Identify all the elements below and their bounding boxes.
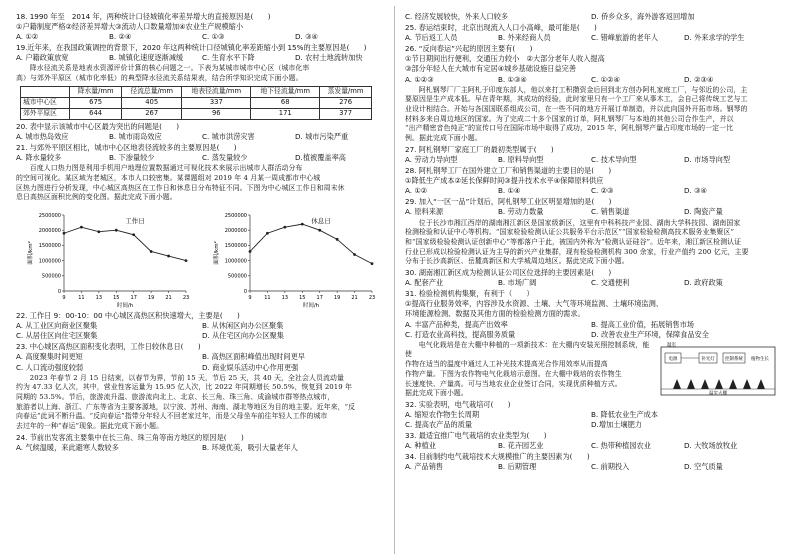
y-axis-label: 面积/km²	[28, 241, 34, 265]
option-d: D. 从住宅区向办公区聚集	[202, 331, 284, 341]
question-options	[16, 153, 388, 163]
option-a: A. 高度聚集时间更短	[16, 352, 83, 362]
question-34	[405, 452, 777, 472]
option-b: B. 下渗量较少	[109, 153, 155, 163]
option-b: B. 城市雨岛效应	[109, 131, 162, 141]
runoff-table	[20, 86, 372, 120]
question-items: ①节日期间出行便利，交通压力较小 ②大部分老年人收入提高	[405, 54, 605, 64]
y-tick-label: 1000000	[224, 258, 247, 265]
y-tick-label: 2500000	[38, 212, 61, 219]
data-point	[167, 255, 170, 258]
option-b: B. ①③④	[498, 74, 527, 84]
table-header: 径流总量/mm	[122, 86, 182, 97]
question-stem: 29. 加入“一区一品”计划后，阿札钢琴工业区明显增加的是( )	[405, 197, 612, 207]
option-b: B. 原料导向型	[498, 154, 544, 164]
diagram-label: 电源	[668, 356, 678, 362]
heat-area-charts	[16, 205, 388, 309]
question-options	[405, 207, 777, 217]
question-stem: 24. 节前出发客流主要集中在长三角、珠三角等南方地区的原因是( )	[16, 432, 244, 442]
table-cell: 郊外平原区	[21, 108, 70, 119]
material-line: 例。据此完成下面小题。	[405, 134, 482, 143]
x-tick-label: 19	[147, 295, 155, 302]
option-b: B. 花卉园艺业	[498, 441, 544, 451]
x-tick-label: 15	[299, 295, 306, 302]
material-line: 息日高热区面积比例的变化图。据此完成下面小题。	[16, 193, 177, 202]
table-header: 降水量/mm	[70, 86, 122, 97]
option-c: C. 提高农产品的质量	[405, 420, 473, 430]
y-tick-label: 1500000	[224, 243, 247, 250]
table-cell: 377	[320, 108, 372, 119]
material-line: 的空间可视化。某区域为老城区，本市人口较密集。某课题组对 2019 年 4 月某一周成都市中心城	[16, 173, 321, 182]
diagram-label: 补光灯	[701, 356, 715, 362]
option-a: A. 丰富产品种类，提高产出效率	[405, 319, 508, 329]
option-a: A. 城市热岛效应	[16, 131, 69, 141]
option-a: A. 产品销售	[405, 462, 444, 472]
question-27	[405, 145, 777, 165]
x-tick-label: 21	[165, 295, 172, 302]
option-b: B. 城镇化速度逐渐减缓	[109, 53, 184, 63]
y-axis-label: 面积/km²	[214, 241, 220, 265]
x-tick-label: 15	[113, 295, 120, 302]
diagram-label: 控制系统	[725, 356, 743, 362]
option-c: C. 经济发展较快，外来人口较多	[405, 12, 509, 21]
question-24-options-cd	[405, 12, 777, 22]
material-line: 阿札钢琴厂厂主阿札于印度东部人，他以来打工积攒资金后回到北方创办阿札家庭工厂，与邻近的公司，主	[418, 85, 748, 94]
option-d: D. 政府政策	[684, 278, 723, 288]
option-c: C. 蒸发量较少	[202, 153, 248, 163]
series-line	[250, 224, 372, 264]
question-20	[16, 122, 388, 142]
question-32	[405, 400, 777, 430]
question-options	[405, 330, 777, 340]
material-line: 要原因是生产成本低。早在青年期，其成功的经验，此时家里只有一个工厂来从事木工，会自己将传统工艺与工	[405, 95, 748, 104]
material-line: 长速度快、产量高。可与当地农业企业签订合同，实现优质种植方式。	[405, 379, 622, 388]
question-options	[16, 132, 388, 142]
greenhouse-diagram	[659, 341, 777, 399]
data-point	[283, 226, 286, 229]
option-d: D.增加土壤肥力	[591, 420, 642, 430]
y-tick-label: 2000000	[224, 228, 247, 235]
table-header-row	[21, 86, 372, 97]
option-d: D. 陶瓷产量	[684, 207, 723, 217]
option-d: D.植被覆盖率高	[295, 153, 346, 163]
option-b: B. 环境优美，吸引大量老年人	[202, 442, 298, 452]
question-18	[16, 12, 388, 42]
data-point	[336, 238, 339, 241]
question-stem: 27. 阿札钢琴厂家庭工厂的最初类型属于( )	[405, 144, 554, 154]
x-tick-label: 11	[264, 295, 271, 302]
option-a: A. 种植业	[405, 441, 436, 451]
question-stem: 28. 阿札钢琴工厂在国外建立工厂和销售渠道的主要目的是( )	[405, 166, 612, 176]
material-line: 和“国家级检验检测认证创新中心”等都落户于此，被国内外称为“检测认证硅谷”。近年来，湘江新区检测认证	[405, 237, 742, 246]
option-c: C. 人口流动强度较弱	[16, 362, 84, 372]
x-axis-label: 时间/h	[302, 303, 320, 310]
material-line: 材料多来自周边地区的国家。为了完成二十多个国家的订单，阿札钢琴厂与本地的其他公司合作生产，并以	[405, 114, 734, 123]
question-options	[405, 278, 777, 288]
x-tick-label: 13	[95, 295, 103, 302]
diagram-label: 植物生长	[751, 356, 769, 362]
material-line: 2023 年春节 2 月 15 日结束，以春节为界，节前 15 天，节后 25 天，共 40 天，全社会人员流动量	[29, 373, 344, 382]
option-c: C. 错峰旅游的老年人	[591, 33, 659, 43]
data-point	[249, 250, 252, 253]
option-d: D. 商业娱乐活动中心作用更强	[202, 362, 299, 372]
option-b: B. 后期管理	[498, 462, 537, 472]
table-cell: 171	[251, 108, 320, 119]
option-a: A. 缩短农作物生长周期	[405, 410, 480, 420]
material-electric-cultivation	[405, 341, 777, 399]
y-tick-label: 0	[243, 288, 247, 295]
x-tick-label: 13	[281, 295, 289, 302]
option-a: A. ①②③	[405, 74, 434, 84]
x-tick-label: 11	[78, 295, 85, 302]
question-options	[16, 352, 388, 362]
question-26	[405, 44, 777, 84]
restday-line-chart	[210, 205, 380, 309]
question-stem: 22. 工作日 9：00-10：00 中心城区高热区积快速增大，主要是( )	[16, 311, 240, 321]
question-30	[405, 268, 777, 288]
material-runoff	[16, 64, 388, 83]
option-a: A. 劳动力导向型	[405, 154, 458, 164]
option-d: D. 空气质量	[684, 462, 723, 472]
option-d: D. ③④	[295, 32, 318, 42]
question-28	[405, 166, 777, 196]
table-header: 地表径流量/mm	[182, 86, 251, 97]
material-line: 分布于长沙高新区、岳麓高新区和大学城周边地区。据此完成下面小题。	[405, 257, 629, 266]
option-c: C. 技术导向型	[591, 154, 637, 164]
data-point	[266, 232, 269, 235]
data-point	[132, 233, 135, 236]
material-line: 业设计相结合。开始与各国国联系组成公司，在一些不同的地方开展订单制造，并以此向国外开拓市场。钢琴的	[405, 105, 748, 114]
table-cell: 276	[320, 97, 372, 108]
table-row	[21, 108, 372, 119]
table-header: 地下径流量/mm	[251, 86, 320, 97]
question-items: ③部分年轻人在大城市有定居④城乡基础设施日益完善	[405, 64, 577, 74]
material-line: 同期的 53.5%。节后，旅游流升温、旅游流向北上、北京、长三角、珠三角、成渝城市群等热点城市，	[16, 393, 335, 402]
option-a: A. 气候温暖，来此避寒人数较多	[16, 442, 119, 452]
chart-title: 休息日	[311, 217, 331, 226]
table-cell: 337	[182, 97, 251, 108]
question-21	[16, 143, 388, 163]
option-d: D. 改善农业生产环境，保障食品安全	[591, 329, 709, 339]
y-tick-label: 1000000	[38, 258, 61, 265]
option-b: B. 提高工业价值，拓展销售市场	[591, 319, 694, 329]
question-options	[16, 321, 388, 331]
data-point	[97, 230, 100, 233]
x-axis-label: 时间/h	[116, 303, 134, 310]
question-items: ①户籍制度严格②经济差异增大③流动人口数量增加④农业生产规模缩小	[16, 22, 244, 32]
option-a: A. ①②	[16, 32, 39, 42]
question-options	[16, 53, 388, 63]
material-line: 高）与郊外平原区（城市化率低）的典型降水径流关系结果表，结合所学知识完成下面小题。	[16, 74, 303, 83]
option-c: C. 城市洪涝灾害	[202, 131, 255, 141]
material-line: 约为 47.33 亿人次，其中，营业性客运量为 15.95 亿人次，比 2022 年同期增长 50.5%，恢复到 2019 年	[16, 383, 353, 392]
question-options	[405, 33, 777, 43]
material-line: 行业已形成以检验检测认证为主导的新兴产业集群，现有检验检测机构 300 余家，行业产值约 200 亿元，主要	[405, 247, 749, 256]
question-stem: 33. 最适宜推广电气栽培的农业类型为( )	[405, 431, 547, 441]
option-a: A. 从工业区向商业区聚集	[16, 321, 98, 331]
option-b: B. 降低农业生产成本	[591, 410, 659, 420]
x-tick-label: 17	[130, 295, 137, 302]
table-cell: 267	[122, 108, 182, 119]
option-c: C. ②③	[591, 186, 614, 196]
question-options	[405, 441, 777, 451]
question-29	[405, 197, 777, 217]
data-point	[80, 226, 83, 229]
material-line: 检测检验和认证中心等机构。“国家检验检测认证公共服务平台示范区”“国家检验检测高技术服务业集聚区”	[405, 228, 735, 237]
question-19	[16, 43, 388, 63]
material-line: 旅游者以上海、浙江、广东等省为主要客源地，以宁波、苏州、海南、湖北等地区为目的地主要。近年来，“反	[16, 402, 356, 411]
option-d: D. 市场导向型	[684, 154, 731, 164]
workday-line-chart	[24, 205, 194, 309]
x-tick-label: 9	[248, 295, 252, 302]
table-cell: 96	[182, 108, 251, 119]
question-stem: 25. 春运结束时，北京出现流入人口小高峰，最可能是( )	[405, 23, 597, 33]
y-tick-label: 1500000	[38, 243, 61, 250]
question-items: ①提高行业服务效率，内容涉及水资源、土壤、大气等环境监测、土壤环境监测、	[405, 299, 664, 309]
question-items: ①降低生产成本②延长保鲜时间③提升技术水平④保障原料供应	[405, 176, 604, 186]
option-d: D. 城市污染严重	[295, 131, 349, 141]
data-point	[150, 250, 153, 253]
question-23	[16, 342, 388, 372]
option-c: C. 热带种植园农业	[591, 441, 651, 451]
material-heatmap	[16, 164, 388, 203]
question-stem: 23. 中心城区高热区面积变化表明，工作日较休息日( )	[16, 342, 201, 352]
table-cell: 405	[122, 97, 182, 108]
option-c: C. 生育水平下降	[202, 53, 255, 63]
option-a: A. ①②	[405, 186, 428, 196]
option-b: B. 从休闲区向办公区聚集	[202, 321, 284, 331]
question-stem: 19.近年来，在我国政策调控的背景下，2020 年这两种统计口径城镇化率差距缩小到 15%的主要原因是( )	[16, 43, 367, 53]
question-stem: 30. 湖南湘江新区成为检测认证公司区位选择的主要因素是( )	[405, 268, 612, 278]
option-a: A. 节后返工人员	[405, 33, 458, 43]
option-b: B. 市场广阔	[498, 278, 537, 288]
option-a: A. 原料来源	[405, 207, 444, 217]
table-row	[21, 97, 372, 108]
question-options	[405, 155, 777, 165]
option-d: D. ③④	[684, 186, 707, 196]
question-stem: 32. 实验表明，电气栽培可( )	[405, 399, 511, 409]
option-c: C. 从居住区向住宅区聚集	[16, 331, 98, 341]
y-tick-label: 2000000	[38, 228, 61, 235]
option-d: D. ②③④	[684, 74, 714, 84]
option-b: B. ②④	[109, 32, 132, 42]
question-stem: 26. “反向春运”兴起的原因主要有( )	[405, 44, 533, 54]
option-d: D. 大牧场放牧业	[684, 441, 738, 451]
option-c: C. 前期投入	[591, 462, 630, 472]
option-a: A. 配套产业	[405, 278, 444, 288]
material-line: 去过年的一种“春运”现象。据此完成下面小题。	[16, 422, 164, 431]
material-line: 作物产量。下图为农作物电气化栽培示意图。在大棚中栽培的农作物生	[405, 369, 622, 378]
diagram-caption: 温室	[667, 342, 676, 348]
question-options	[405, 186, 777, 196]
question-24	[16, 433, 388, 453]
material-spring-festival	[16, 374, 388, 432]
left-column	[16, 12, 388, 454]
material-line: 作物在适当的温度中通过人工补光技术提高光合作用效率从而提高	[405, 360, 608, 369]
question-options	[16, 443, 388, 453]
question-items: 环境能源检测、数据及其他方面的检验检测方面的需求。	[405, 309, 585, 319]
question-stem: 21. 与郊外平原区相比，城市中心区地表径流较多的主要原因是( )	[16, 143, 237, 153]
column-divider	[394, 6, 395, 554]
table-cell: 城市中心区	[21, 97, 70, 108]
data-point	[185, 259, 188, 262]
data-point	[353, 253, 356, 256]
option-b: B. 高热区面积峰值出现时间更早	[202, 352, 305, 362]
question-options	[405, 320, 777, 330]
data-point	[371, 262, 374, 265]
material-line: 据此完成下面小题。	[405, 389, 468, 398]
x-tick-label: 21	[351, 295, 358, 302]
x-tick-label: 17	[316, 295, 323, 302]
table-cell: 68	[251, 97, 320, 108]
table-cell: 644	[70, 108, 122, 119]
question-stem: 31. 检验检测机构集聚，有利于（ ）	[405, 289, 534, 299]
question-options	[405, 410, 777, 420]
option-b: B. ①④	[498, 186, 521, 196]
option-d: D. 侨乡众多，海外游客返回增加	[591, 12, 695, 21]
y-tick-label: 2500000	[224, 212, 247, 219]
question-options	[405, 75, 777, 85]
material-line: “出产精密音色纯正”的宣传口号在国际市场中取得了成功，2015 年，阿札钢琴产量占印度市场的一定一比	[405, 124, 734, 133]
material-piano	[405, 86, 777, 144]
question-25	[405, 23, 777, 43]
x-tick-label: 19	[333, 295, 341, 302]
question-22	[16, 311, 388, 341]
x-tick-label: 23	[182, 295, 190, 302]
option-c: C. 销售渠道	[591, 207, 630, 217]
chart-title: 工作日	[125, 217, 145, 226]
question-options	[16, 363, 388, 373]
option-b: B. 外来经商人员	[498, 33, 551, 43]
material-line: 位于长沙市湘江西岸的湖南湘江新区是国家级新区，这里有中科科技产业园、湖南大学科技园、湖南国家	[418, 218, 741, 227]
plant-row	[673, 379, 765, 389]
y-tick-label: 0	[57, 288, 61, 295]
question-stem: 34. 目前制约电气栽培技术大规模推广的主要因素为( )	[405, 452, 590, 462]
question-options	[405, 462, 777, 472]
material-testing	[405, 219, 777, 268]
question-options	[16, 331, 388, 341]
option-b: B. 劳动力数量	[498, 207, 544, 217]
material-line: 降水径流关系是地表水资源评价计算的核心问题之一。下表为某城市城市中心区（城市化率	[29, 64, 310, 73]
question-options	[405, 420, 777, 430]
option-a: A. 户籍政策放宽	[16, 53, 69, 63]
y-tick-label: 500000	[227, 273, 247, 280]
data-point	[301, 223, 304, 226]
material-line: 百度人口热力图是利用手机用户地理位置数据通过可视化技术来展示出城市人群活动分布	[29, 164, 303, 173]
table-header: 蒸发量/mm	[320, 86, 372, 97]
option-d: D. 农村土地流转加快	[295, 53, 363, 63]
option-a: A. 降水量较多	[16, 153, 62, 163]
material-line: 区热力图进行分析发现，中心城区高热区在工作日和休息日分布特征不同。下图为中心城区工作日和周末休	[16, 183, 345, 192]
diagram-label: 温室大棚	[709, 391, 727, 397]
question-stem: 20. 表中显示该城市中心区最为突出的问题是( )	[16, 121, 180, 131]
y-tick-label: 500000	[41, 273, 61, 280]
data-point	[318, 229, 321, 232]
material-line: 电气化栽培是在大棚中种植的一项新技术：在大棚内安装光照控制系统，能使	[405, 340, 650, 359]
data-point	[115, 229, 118, 232]
data-point	[63, 232, 66, 235]
right-column	[405, 12, 777, 474]
option-c: C. ①③	[202, 32, 225, 42]
question-33	[405, 431, 777, 451]
table-cell: 675	[70, 97, 122, 108]
option-d: D. 外来求学的学生	[684, 33, 745, 43]
option-c: C. ①②④	[591, 74, 620, 84]
x-tick-label: 23	[368, 295, 376, 302]
question-31	[405, 289, 777, 339]
option-c: C. 打造农业高科技，提高服务质量	[405, 329, 516, 339]
question-options	[16, 32, 388, 42]
material-line: 向春运”此词不断升温。“反向春运”指带分年轻人不回老家过年，而是父母坐车前往年轻人工作的城市	[16, 412, 328, 421]
x-tick-label: 9	[62, 295, 66, 302]
question-stem: 18. 1990 年至 2014 年，两种统计口径城镇化率差异增大的直接原因是( )	[16, 12, 271, 21]
option-c: C. 交通便利	[591, 278, 630, 288]
table-header	[21, 86, 70, 97]
